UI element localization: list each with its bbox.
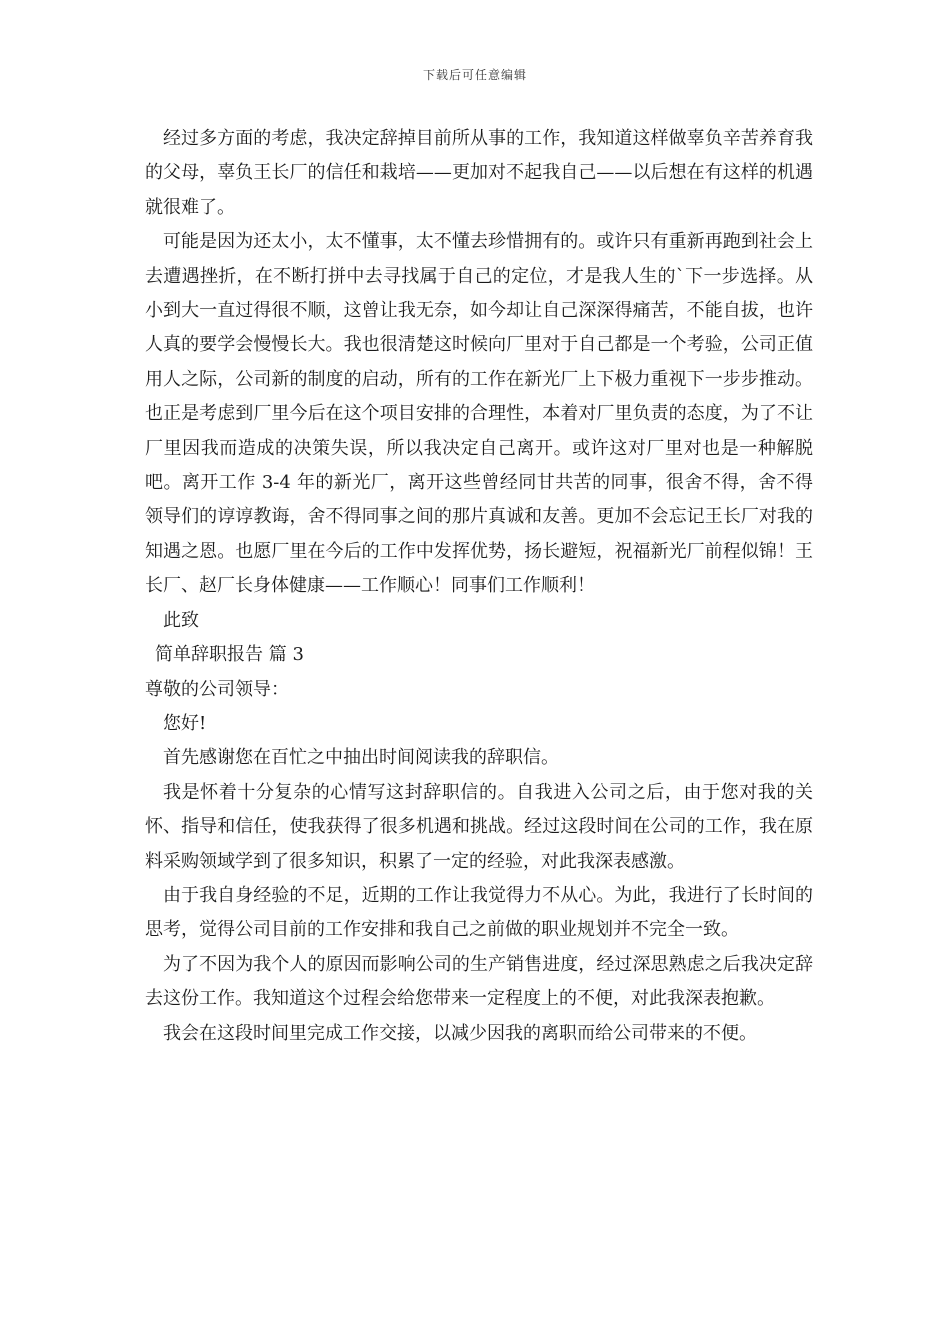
paragraph-thanks: 首先感谢您在百忙之中抽出时间阅读我的辞职信。 <box>163 747 559 769</box>
header-note: 下载后可任意编辑 <box>422 68 527 82</box>
paragraph-experience: 由于我自身经验的不足，近期的工作让我觉得力不从心。为此，我进行了长时间的思考，觉得公司目前的工作安排和我自己之前做的职业规划并不完全一致。 <box>145 884 813 941</box>
addressee: 尊敬的公司领导： <box>145 678 289 700</box>
paragraph-reason: 经过多方面的考虑，我决定辞掉目前所从事的工作，我知道这样做辜负辛苦养育我的父母，辜负王长厂的信任和栽培——更加对不起我自己——以后想在有这样的机遇就很难了。 <box>145 128 813 218</box>
paragraph-handover: 我会在这段时间里完成工作交接，以减少因我的离职而给公司带来的不便。 <box>163 1022 757 1044</box>
greeting: 您好! <box>163 712 207 734</box>
paragraph-feelings: 我是怀着十分复杂的心情写这封辞职信的。自我进入公司之后，由于您对我的关怀、指导和信任，使我获得了很多机遇和挑战。经过这段时间在公司的工作，我在原料采购领域学到了很多知识，积累了一定的经验，对此我深表感激。 <box>145 781 813 872</box>
closing-salutation: 此致 <box>163 609 199 631</box>
paragraph-decision: 为了不因为我个人的原因而影响公司的生产销售进度，经过深思熟虑之后我决定辞去这份工作。我知道这个过程会给您带来一定程度上的不便，对此我深表抱歉。 <box>145 953 813 1010</box>
section-title: 简单辞职报告 篇 3 <box>155 644 304 666</box>
document-body <box>145 122 813 1051</box>
paragraph-reflection: 可能是因为还太小，太不懂事，太不懂去珍惜拥有的。或许只有重新再跑到社会上去遭遇挫折，在不断打拼中去寻找属于自己的定位，才是我人生的`下一步选择。从小到大一直过得很不顺，这曾让我无奈，如今却让自己深深得痛苦，不能自拔，也许人真的要学会慢慢长大。我也很清楚这时候向厂里对于自己都是一个考验，公司正值用人之际，公司新的制度的启动，所有的工作在新光厂上下极力重视下一步步推动。也正是考虑到厂里今后在这个项目安排的合理性，本着对厂里负责的态度，为了不让厂里因我而造成的决策失误，所以我决定自己离开。或许这对厂里对也是一种解脱吧。离开工作 3-4 年的新光厂，离开这些曾经同甘共苦的同事，很舍不得，舍不得领导们的谆谆教诲，舍不得同事之间的那片真诚和友善。更加不会忘记王长厂对我的知遇之恩。也愿厂里在今后的工作中发挥优势，扬长避短，祝福新光厂前程似锦！王长厂、赵厂长身体健康——工作顺心！同事们工作顺利！ <box>145 231 813 597</box>
